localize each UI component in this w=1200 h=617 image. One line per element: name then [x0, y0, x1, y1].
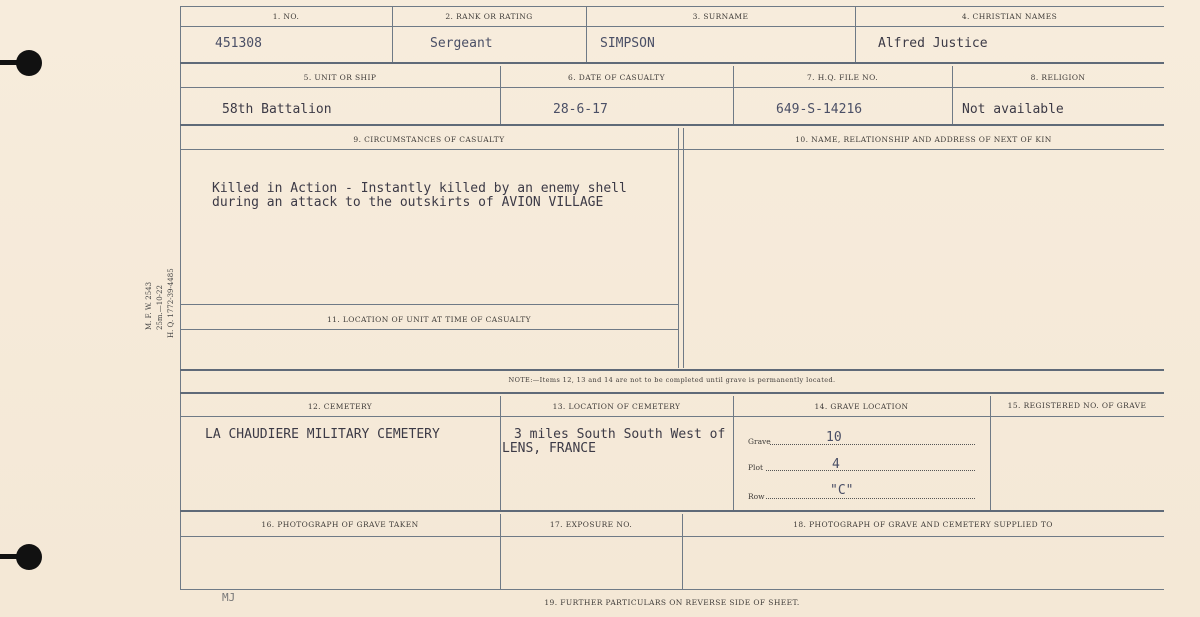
dotted-grave	[770, 444, 975, 445]
rule-r3-mid	[180, 149, 1164, 150]
value-row: "C"	[830, 483, 854, 498]
value-initials: MJ	[222, 591, 236, 604]
label-plot: Plot	[748, 463, 763, 472]
rule-r1-mid	[180, 26, 1164, 27]
value-date: 28-6-17	[553, 102, 608, 117]
label-file-no: 7. H.Q. FILE NO.	[806, 73, 879, 82]
rule-r12-bottom	[180, 510, 1164, 512]
label-photo-taken: 16. PHOTOGRAPH OF GRAVE TAKEN	[261, 520, 419, 529]
col-r12-2	[733, 396, 734, 510]
note-text: NOTE:—Items 12, 13 and 14 are not to be completed until grave is permanently located.	[508, 376, 836, 384]
value-plot: 4	[832, 457, 840, 472]
side-print-1: M. F. W. 2543	[145, 281, 153, 330]
value-cemetery: LA CHAUDIERE MILITARY CEMETERY	[205, 427, 440, 442]
label-surname: 3. SURNAME	[692, 12, 749, 21]
dotted-row	[766, 498, 975, 499]
binder-hole-bottom	[16, 544, 42, 570]
label-exposure-no: 17. EXPOSURE NO.	[549, 520, 633, 529]
rule-note-top	[180, 369, 1164, 371]
rule-r12-mid	[180, 416, 1164, 417]
rule-r2-bottom	[180, 124, 1164, 126]
dotted-plot	[766, 470, 975, 471]
value-grave: 10	[826, 430, 842, 445]
rule-r11-mid	[180, 329, 678, 330]
value-circumstances-1: Killed in Action - Instantly killed by an enemy shell	[212, 181, 627, 196]
value-circumstances-2: during an attack to the outskirts of AVION VILLAGE	[212, 195, 604, 210]
label-further-particulars: 19. FURTHER PARTICULARS ON REVERSE SIDE OF SHEET.	[544, 598, 800, 607]
label-rank: 2. RANK OR RATING	[445, 12, 533, 21]
label-next-of-kin: 10. NAME, RELATIONSHIP AND ADDRESS OF NEXT OF KIN	[795, 135, 1052, 144]
value-christian-names: Alfred Justice	[878, 36, 988, 51]
label-registered-no: 15. REGISTERED NO. OF GRAVE	[1007, 401, 1147, 410]
value-number: 451308	[215, 36, 262, 51]
rule-r2-mid	[180, 87, 1164, 88]
value-cemetery-location-1: 3 miles South South West of	[514, 427, 726, 442]
col-r12-1	[500, 396, 501, 510]
label-religion: 8. RELIGION	[1030, 73, 1086, 82]
rule-r16-mid	[180, 536, 1164, 537]
col-r3-divider	[678, 128, 679, 368]
label-circumstances: 9. CIRCUMSTANCES OF CASUALTY	[353, 135, 505, 144]
col-r3-divider-2	[683, 128, 684, 368]
label-number: 1. NO.	[272, 12, 300, 21]
col-r12-3	[990, 396, 991, 510]
label-unit-location: 11. LOCATION OF UNIT AT TIME OF CASUALTY	[327, 315, 531, 324]
rule-note-bottom	[180, 392, 1164, 394]
value-unit: 58th Battalion	[222, 102, 332, 117]
label-date: 6. DATE OF CASUALTY	[568, 73, 665, 82]
value-religion: Not available	[962, 102, 1064, 117]
binder-hole-top	[16, 50, 42, 76]
value-rank: Sergeant	[430, 36, 493, 51]
label-photo-supplied: 18. PHOTOGRAPH OF GRAVE AND CEMETERY SUPPLIED TO	[793, 520, 1053, 529]
rule-r16-bottom	[180, 589, 1164, 590]
label-row: Row	[748, 492, 765, 501]
label-cemetery-location: 13. LOCATION OF CEMETERY	[552, 402, 681, 411]
value-file-no: 649-S-14216	[776, 102, 863, 117]
left-border	[180, 6, 181, 590]
label-grave-location: 14. GRAVE LOCATION	[814, 402, 909, 411]
value-surname: SIMPSON	[600, 36, 655, 51]
label-cemetery: 12. CEMETERY	[307, 402, 373, 411]
label-christian-names: 4. CHRISTIAN NAMES	[961, 12, 1058, 21]
side-print-2: 25m.—10-22	[156, 285, 164, 330]
label-unit: 5. UNIT OR SHIP	[303, 73, 377, 82]
rule-r1-bottom	[180, 62, 1164, 64]
value-cemetery-location-2: LENS, FRANCE	[502, 441, 596, 456]
rule-r1-top	[180, 6, 1164, 7]
rule-r11-top	[180, 304, 678, 305]
label-grave: Grave	[748, 437, 771, 446]
side-print-3: H. Q. 1772-39-4485	[167, 268, 175, 338]
